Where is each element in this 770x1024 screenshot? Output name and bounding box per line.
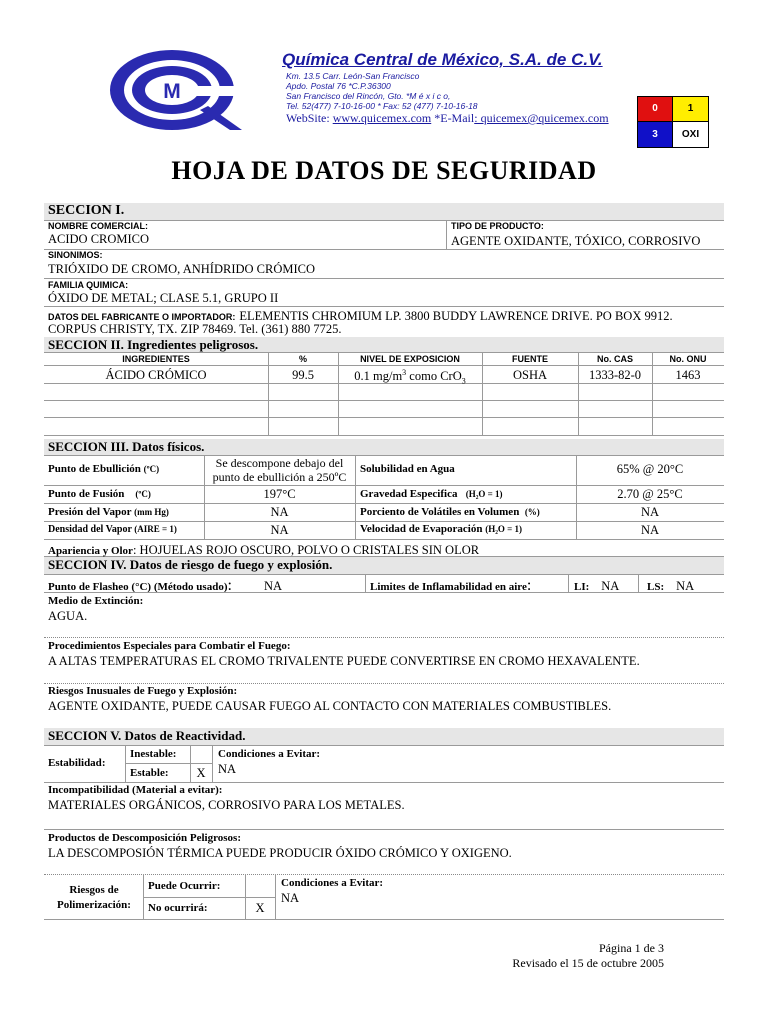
stable-checkbox[interactable]: X [196, 766, 206, 780]
maker-value-1: ELEMENTIS CHROMIUM LP. 3800 BUDDY LAWRENCE DRIVE. PO BOX 9912. [239, 309, 673, 323]
li-row: LI: NA [574, 579, 620, 593]
product-type-value: AGENTE OXIDANTE, TÓXICO, CORROSIVO [451, 234, 701, 248]
evaporation-value: NA [640, 523, 660, 537]
conditions-value: NA [218, 762, 237, 776]
melting-point-label: Punto de Fusión (ºC) [48, 488, 151, 500]
address-line: Tel. 52(477) 7-10-16-00 * Fax: 52 (477) 7-10-16-18 [286, 101, 478, 111]
website-link[interactable]: www.quicemex.com [332, 111, 432, 125]
procedures-value: A ALTAS TEMPERATURAS EL CROMO TRIVALENTE PUEDE CONVERTIRSE EN CROMO HEXAVALENTE. [48, 654, 640, 668]
maker-label: DATOS DEL FABRICANTE O IMPORTADOR: [48, 312, 236, 322]
synonyms-label: SINONIMOS: [48, 250, 103, 260]
vapor-density-value: NA [270, 523, 289, 537]
incompatibility-label: Incompatibilidad (Material a evitar): [48, 784, 223, 796]
ls-value: NA [676, 579, 695, 593]
poly-conditions-value: NA [281, 891, 300, 905]
ingredient-source: OSHA [512, 368, 548, 382]
section-2-title: SECCION II. Ingredientes peligrosos. [48, 337, 259, 352]
trade-name-value: ACIDO CROMICO [48, 232, 150, 246]
li-value: NA [601, 579, 620, 593]
volatiles-value: NA [640, 505, 660, 519]
maker-value-2: CORPUS CHRISTY, TX. ZIP 78469. Tel. (361) 880 7725. [48, 322, 342, 336]
ingredient-exposure: 0.1 $mg/m^3$ como CrO$_3$ [354, 368, 466, 386]
section-3-title: SECCION III. Datos físicos. [48, 439, 205, 454]
decomposition-label: Productos de Descomposición Peligrosos: [48, 832, 241, 844]
melting-point-value: 197°C [263, 487, 296, 501]
family-label: FAMILIA QUIMICA: [48, 280, 129, 290]
will-not-occur-checkbox[interactable]: X [255, 901, 265, 915]
vapor-pressure-label: Presión del Vapor (mm Hg) [48, 506, 169, 518]
ls-row: LS: NA [647, 579, 695, 593]
ingredient-cas: 1333-82-0 [588, 368, 642, 382]
volatiles-label: Porciento de Volátiles en Volumen (%) [360, 506, 540, 518]
poly-conditions-label: Condiciones a Evitar: [281, 877, 384, 889]
extinction-label: Medio de Extinción: [48, 595, 144, 607]
boiling-point-label: Punto de Ebullición (ºC) [48, 463, 160, 475]
will-not-occur-label: No ocurrirá: [148, 902, 208, 914]
appearance-label: Apariencia y Olor [48, 545, 133, 557]
family-value: ÓXIDO DE METAL; CLASE 5.1, GRUPO II [48, 291, 279, 305]
boiling-point-value: Se descompone debajo del punto de ebullición a 250ºC [212, 456, 347, 484]
website-label: WebSite: [286, 111, 333, 125]
hazard-rating-box [637, 96, 709, 148]
decomposition-value: LA DESCOMPOSIÓN TÉRMICA PUEDE PRODUCIR ÓXIDO CRÓMICO Y OXIGENO. [48, 846, 512, 860]
may-occur-label: Puede Ocurrir: [148, 880, 221, 892]
email-link[interactable]: : quicemex@quicemex.com [474, 111, 609, 125]
address-line: Km. 13.5 Carr. León-San Francisco [286, 71, 420, 81]
contact-line [286, 111, 609, 126]
page-number: Página 1 de 3 [599, 941, 664, 955]
col-source: FUENTE [512, 354, 548, 364]
col-cas: No. CAS [597, 354, 633, 364]
flash-point-value: NA [263, 579, 282, 593]
trade-name-label: NOMBRE COMERCIAL: [48, 221, 148, 231]
address-line: San Francisco del Rincón, Gto. *M é x i c o, [286, 91, 451, 101]
section-4-title: SECCION IV. Datos de riesgo de fuego y explosión. [48, 557, 333, 572]
synonyms-value: TRIÓXIDO DE CROMO, ANHÍDRIDO CRÓMICO [48, 262, 316, 276]
stable-label: Estable: [130, 767, 169, 779]
unstable-label: Inestable: [130, 748, 177, 760]
section-1-title: SECCION I. [48, 203, 125, 218]
risks-value: AGENTE OXIDANTE, PUEDE CAUSAR FUEGO AL CONTACTO CON MATERIALES COMBUSTIBLES. [48, 699, 612, 713]
fire-rating: 0 [638, 97, 673, 122]
specific-gravity-label: Gravedad Especifica (H₂O = 1) [360, 488, 503, 500]
special-hazard: OXI [673, 122, 708, 147]
solubility-label: Solubilidad en Agua [360, 463, 455, 475]
col-onu: No. ONU [669, 354, 707, 364]
solubility-value: 65% @ 20°C [616, 462, 684, 476]
risks-label: Riesgos Inusuales de Fuego y Explosión: [48, 685, 238, 697]
col-exposure: NIVEL DE EXPOSICION [360, 354, 460, 364]
company-name: Química Central de México, S.A. de C.V. [282, 50, 603, 69]
revision-date: Revisado el 15 de octubre 2005 [512, 956, 664, 970]
appearance-value: : HOJUELAS ROJO OSCURO, POLVO O CRISTALES SIN OLOR [132, 543, 480, 557]
ingredient-onu: 1463 [675, 368, 701, 382]
polymerization-label: Riesgos de Polimerización: [57, 884, 131, 911]
vapor-pressure-value: NA [270, 505, 289, 519]
specific-gravity-value: 2.70 @ 25°C [617, 487, 683, 501]
section-5-title: SECCION V. Datos de Reactividad. [48, 728, 246, 743]
company-address [286, 71, 478, 111]
conditions-label: Condiciones a Evitar: [218, 748, 321, 760]
stability-label: Estabilidad: [48, 757, 106, 769]
flash-point-row: Punto de Flasheo (°C) (Método usado): NA [48, 577, 282, 594]
flammability-label: Limites de Inflamabilidad en aire: [370, 577, 532, 594]
health-rating: 3 [638, 122, 673, 147]
col-percent: % [298, 354, 307, 364]
document-title: HOJA DE DATOS DE SEGURIDAD [171, 156, 597, 185]
company-logo [108, 48, 244, 132]
incompatibility-value: MATERIALES ORGÁNICOS, CORROSIVO PARA LOS METALES. [48, 798, 405, 812]
evaporation-label: Velocidad de Evaporación (H₂O = 1) [360, 523, 523, 535]
extinction-value: AGUA. [48, 609, 88, 623]
procedures-label: Procedimientos Especiales para Combatir el Fuego: [48, 640, 291, 652]
email-label: *E-Mail [431, 111, 475, 125]
vapor-density-label: Densidad del Vapor (AIRE = 1) [48, 524, 177, 535]
ingredient-percent: 99.5 [292, 368, 314, 382]
logo-letter: M [163, 80, 181, 103]
address-line: Apdo. Postal 76 *C.P.36300 [286, 81, 391, 91]
col-ingredients: INGREDIENTES [122, 354, 190, 364]
reactivity-rating: 1 [673, 97, 708, 122]
product-type-label: TIPO DE PRODUCTO: [451, 221, 544, 231]
ingredient-name: ÁCIDO CRÓMICO [105, 368, 207, 382]
